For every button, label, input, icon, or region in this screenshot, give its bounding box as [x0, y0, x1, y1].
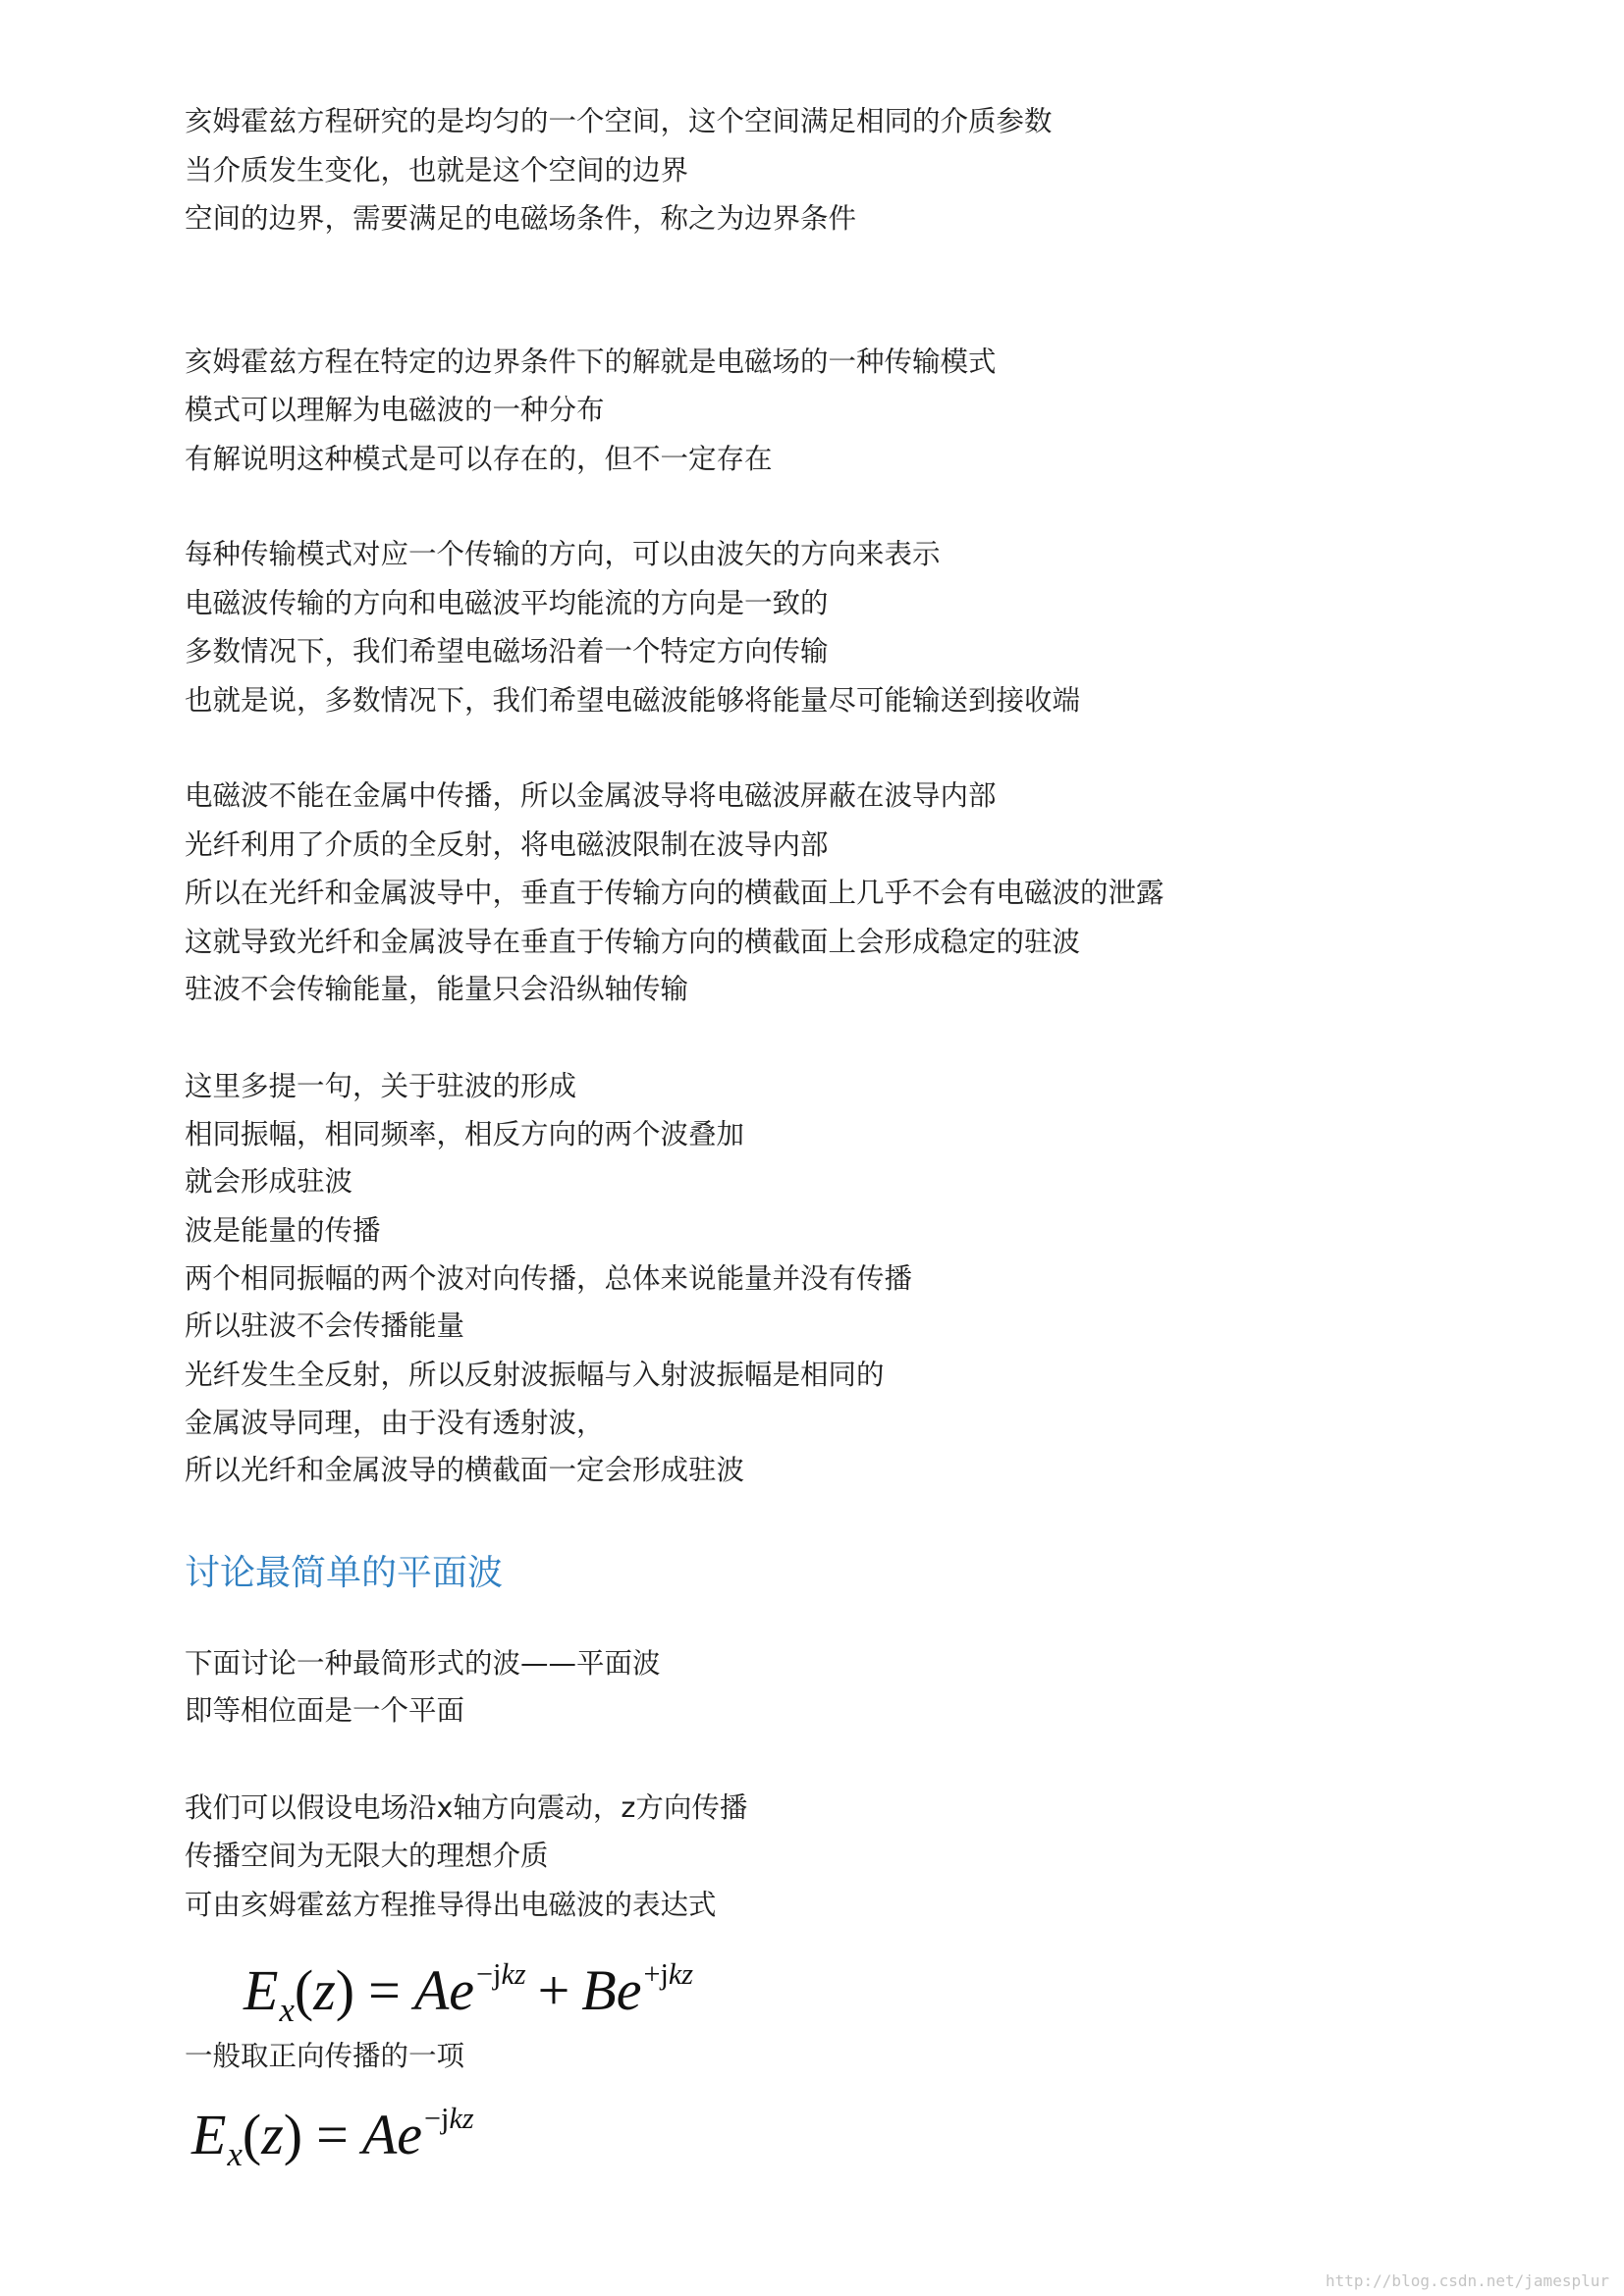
eq-argument: z — [313, 1958, 336, 2022]
text-line: 下面讨论一种最简形式的波——平面波 — [185, 1647, 661, 1680]
eq-paren: ( — [242, 2103, 262, 2166]
eq-exp-base: e — [449, 1958, 475, 2022]
text-line: 当介质发生变化，也就是这个空间的边界 — [185, 154, 689, 187]
eq-exp-base: e — [397, 2103, 423, 2166]
eq-exp-sign: + — [643, 1957, 661, 1992]
eq-exp-kz: kz — [449, 2102, 474, 2136]
watermark-url: http://blog.csdn.net/jamesplur — [1326, 2271, 1609, 2290]
text-line: 亥姆霍兹方程研究的是均匀的一个空间，这个空间满足相同的介质参数 — [185, 105, 1053, 137]
eq-argument: z — [261, 2103, 284, 2166]
text-line: 一般取正向传播的一项 — [185, 2040, 465, 2072]
eq-exp-imag: j — [493, 1957, 502, 1992]
text-line: 模式可以理解为电磁波的一种分布 — [185, 394, 605, 426]
text-line: 空间的边界，需要满足的电磁场条件，称之为边界条件 — [185, 202, 857, 235]
text-line: 传播空间为无限大的理想介质 — [185, 1840, 549, 1872]
eq-exp-kz: kz — [501, 1957, 526, 1992]
text-line: 亥姆霍兹方程在特定的边界条件下的解就是电磁场的一种传输模式 — [185, 346, 997, 378]
eq-variable: E — [191, 2103, 227, 2166]
eq-coefficient: A — [413, 1958, 450, 2022]
eq-subscript: x — [227, 2135, 243, 2174]
text-line: 所以驻波不会传播能量 — [185, 1309, 465, 1342]
eq-exp-base: e — [616, 1958, 642, 2022]
text-line: 即等相位面是一个平面 — [185, 1694, 465, 1727]
eq-subscript: x — [279, 1991, 295, 2030]
text-line: 每种传输模式对应一个传输的方向，可以由波矢的方向来表示 — [185, 538, 941, 570]
text-line: 这里多提一句，关于驻波的形成 — [185, 1070, 577, 1102]
eq-exp-sign: − — [424, 2102, 442, 2136]
text-line: 光纤利用了介质的全反射，将电磁波限制在波导内部 — [185, 828, 829, 861]
eq-equals: = — [368, 1958, 401, 2022]
text-line: 我们可以假设电场沿x轴方向震动，z方向传播 — [185, 1791, 748, 1824]
text-line: 所以光纤和金属波导的横截面一定会形成驻波 — [185, 1454, 745, 1486]
eq-exponent — [476, 1957, 526, 1991]
eq-paren: ) — [283, 2103, 303, 2166]
eq-coefficient: A — [361, 2103, 398, 2166]
text-line: 可由亥姆霍兹方程推导得出电磁波的表达式 — [185, 1889, 717, 1921]
eq-exp-imag: j — [441, 2102, 450, 2136]
text-line: 就会形成驻波 — [185, 1165, 353, 1198]
eq-paren: ) — [335, 1958, 355, 2022]
text-line: 金属波导同理，由于没有透射波， — [185, 1407, 605, 1439]
text-line: 多数情况下，我们希望电磁场沿着一个特定方向传输 — [185, 635, 829, 667]
eq-paren: ( — [294, 1958, 314, 2022]
text-line: 电磁波传输的方向和电磁波平均能流的方向是一致的 — [185, 587, 829, 619]
text-line: 光纤发生全反射，所以反射波振幅与入射波振幅是相同的 — [185, 1359, 885, 1391]
text-line: 所以在光纤和金属波导中，垂直于传输方向的横截面上几乎不会有电磁波的泄露 — [185, 877, 1164, 909]
text-line: 这就导致光纤和金属波导在垂直于传输方向的横截面上会形成稳定的驻波 — [185, 926, 1081, 958]
eq-equals: = — [316, 2103, 349, 2166]
text-line: 驻波不会传输能量，能量只会沿纵轴传输 — [185, 973, 689, 1005]
eq-exponent — [424, 2102, 474, 2135]
text-line: 相同振幅，相同频率，相反方向的两个波叠加 — [185, 1118, 745, 1150]
eq-exp-sign: − — [476, 1957, 494, 1992]
text-line: 电磁波不能在金属中传播，所以金属波导将电磁波屏蔽在波导内部 — [185, 779, 997, 812]
eq-coefficient: B — [581, 1958, 617, 2022]
eq-exp-imag: j — [660, 1957, 669, 1992]
text-line: 波是能量的传播 — [185, 1214, 381, 1247]
equation-general-solution — [244, 1956, 693, 2030]
eq-variable: E — [244, 1958, 279, 2022]
text-line: 也就是说，多数情况下，我们希望电磁波能够将能量尽可能输送到接收端 — [185, 684, 1081, 717]
eq-exponent — [643, 1957, 693, 1991]
text-line: 两个相同振幅的两个波对向传播，总体来说能量并没有传播 — [185, 1262, 913, 1295]
eq-plus: + — [537, 1958, 570, 2022]
eq-exp-kz: kz — [668, 1957, 693, 1992]
text-line: 有解说明这种模式是可以存在的，但不一定存在 — [185, 443, 773, 475]
equation-forward-wave — [191, 2101, 474, 2174]
section-heading: 讨论最简单的平面波 — [185, 1553, 504, 1593]
